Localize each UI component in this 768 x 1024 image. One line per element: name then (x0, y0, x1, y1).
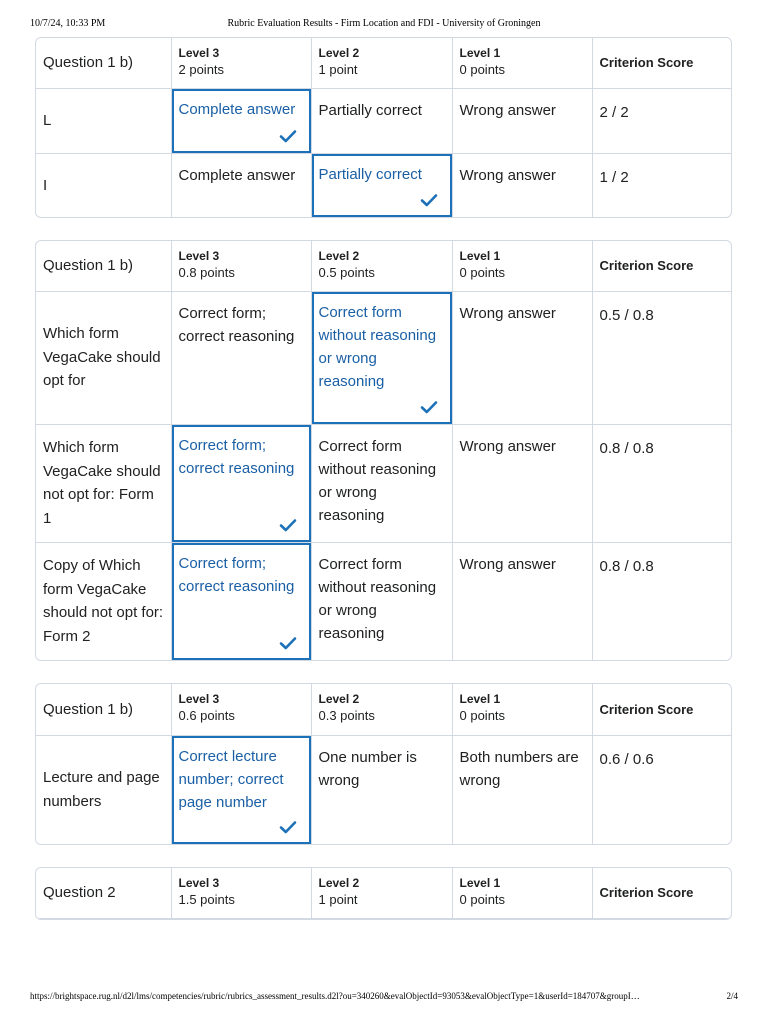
level-name: Level 1 (459, 46, 501, 60)
level-description: Wrong answer (459, 555, 556, 573)
level-name: Level 2 (318, 692, 360, 706)
rubric-header-row (36, 38, 731, 88)
level-header (171, 38, 311, 88)
level-name: Level 3 (178, 249, 220, 263)
criterion-row (36, 153, 731, 217)
level-cell-selected[interactable] (171, 424, 311, 542)
rubric-header-row (36, 684, 731, 735)
level-description: Correct form without reasoning or wrong reasoning (318, 555, 437, 642)
checkmark-icon (420, 400, 438, 414)
criterion-score: 0.5 / 0.8 (592, 291, 731, 424)
level-cell-selected[interactable] (171, 542, 311, 660)
level-header (452, 868, 592, 918)
level-header (452, 38, 592, 88)
level-cell[interactable] (452, 153, 592, 217)
level-cell[interactable] (311, 735, 452, 844)
rubric-title: Question 1 b) (36, 241, 171, 291)
level-header (452, 241, 592, 291)
criterion-name: Copy of Which form VegaCake should not opt for: Form 2 (36, 542, 171, 660)
criterion-name: Which form VegaCake should not opt for: Form 1 (36, 424, 171, 542)
level-description: Wrong answer (459, 166, 556, 184)
level-cell[interactable] (311, 424, 452, 542)
level-points: 0.5 points (318, 265, 375, 280)
level-name: Level 3 (178, 46, 220, 60)
criterion-score: 2 / 2 (592, 88, 731, 153)
level-cell-selected[interactable] (171, 88, 311, 153)
level-description: Correct form; correct reasoning (178, 436, 295, 477)
level-points: 2 points (178, 62, 225, 77)
level-cell[interactable] (311, 542, 452, 660)
level-name: Level 2 (318, 876, 360, 890)
level-cell-selected[interactable] (171, 735, 311, 844)
criterion-score: 0.8 / 0.8 (599, 557, 654, 575)
level-description: Correct form without reasoning or wrong reasoning (318, 303, 437, 390)
level-header (171, 684, 311, 735)
criterion-name: Lecture and page numbers (36, 735, 171, 844)
level-description: Complete answer (178, 166, 296, 184)
rubric-table (35, 240, 732, 661)
checkmark-icon (279, 636, 297, 650)
criterion-score-header: Criterion Score (592, 241, 731, 291)
criterion-score: 1 / 2 (599, 168, 629, 186)
print-datetime: 10/7/24, 10:33 PM (30, 18, 106, 29)
level-name: Level 1 (459, 249, 501, 263)
level-header (311, 241, 452, 291)
criterion-name: L (36, 88, 171, 153)
level-name: Level 3 (178, 876, 220, 890)
level-header (311, 868, 452, 918)
print-header (30, 18, 738, 32)
level-points: 0 points (459, 892, 506, 907)
level-points: 0.6 points (178, 708, 235, 723)
level-points: 0 points (459, 62, 506, 77)
level-points: 0.3 points (318, 708, 375, 723)
level-points: 1 point (318, 892, 358, 907)
criterion-score-header: Criterion Score (592, 684, 731, 735)
level-cell-selected[interactable] (311, 291, 452, 424)
level-description: Wrong answer (459, 437, 556, 455)
level-name: Level 1 (459, 876, 501, 890)
criterion-row (36, 735, 731, 844)
level-description: Wrong answer (459, 304, 556, 322)
level-name: Level 2 (318, 46, 360, 60)
level-points: 0 points (459, 265, 506, 280)
level-points: 1 point (318, 62, 358, 77)
print-url: https://brightspace.rug.nl/d2l/lms/competencies/rubric/rubrics_assessment_results.d2l?ou=340260&evalObjectId=93053&evalObjectType=1&userId=184707&groupI… (30, 991, 640, 1001)
criterion-row (36, 542, 731, 660)
level-description: Complete answer (178, 100, 296, 118)
level-header (311, 38, 452, 88)
page-number: 2/4 (726, 991, 738, 1001)
level-cell[interactable] (452, 424, 592, 542)
level-description: Partially correct (318, 165, 422, 183)
level-header (171, 868, 311, 918)
level-description: Correct lecture number; correct page number (178, 747, 284, 811)
print-footer (30, 991, 738, 1005)
criterion-row (36, 88, 731, 153)
criterion-row (36, 424, 731, 542)
rubric-table (35, 37, 732, 218)
level-points: 0 points (459, 708, 506, 723)
level-cell[interactable] (452, 735, 592, 844)
rubric-title: Question 2 (36, 868, 171, 918)
level-description: Correct form without reasoning or wrong reasoning (318, 437, 437, 524)
level-cell[interactable] (311, 88, 452, 153)
level-points: 1.5 points (178, 892, 235, 907)
level-name: Level 3 (178, 692, 220, 706)
level-header (171, 241, 311, 291)
level-cell[interactable] (452, 88, 592, 153)
rubric-table (35, 683, 732, 845)
level-header (452, 684, 592, 735)
level-description: Wrong answer (459, 101, 556, 119)
checkmark-icon (279, 518, 297, 532)
level-cell-selected[interactable] (311, 153, 452, 217)
criterion-row (36, 291, 731, 424)
rubric-title: Question 1 b) (36, 38, 171, 88)
criterion-score-header: Criterion Score (592, 868, 731, 918)
print-page-title: Rubric Evaluation Results - Firm Location and FDI - University of Groningen (227, 18, 541, 29)
checkmark-icon (279, 129, 297, 143)
rubric-table (35, 867, 732, 920)
level-cell[interactable] (452, 542, 592, 660)
rubric-header-row (36, 241, 731, 291)
criterion-score-header: Criterion Score (592, 38, 731, 88)
level-cell[interactable] (171, 291, 311, 424)
level-description: Partially correct (318, 101, 422, 119)
criterion-score: 0.6 / 0.6 (599, 750, 654, 768)
criterion-name: I (36, 153, 171, 217)
level-cell[interactable] (171, 153, 311, 217)
level-description: Both numbers are wrong (459, 748, 579, 789)
level-name: Level 1 (459, 692, 501, 706)
rubric-title: Question 1 b) (36, 684, 171, 735)
rubric-header-row (36, 868, 731, 918)
level-description: Correct form; correct reasoning (178, 554, 295, 595)
level-header (311, 684, 452, 735)
criterion-score: 0.8 / 0.8 (592, 424, 731, 542)
level-name: Level 2 (318, 249, 360, 263)
level-description: Correct form; correct reasoning (178, 304, 295, 345)
criterion-name: Which form VegaCake should opt for (36, 291, 171, 424)
level-description: One number is wrong (318, 748, 417, 789)
level-cell[interactable] (452, 291, 592, 424)
level-points: 0.8 points (178, 265, 235, 280)
checkmark-icon (420, 193, 438, 207)
checkmark-icon (279, 820, 297, 834)
